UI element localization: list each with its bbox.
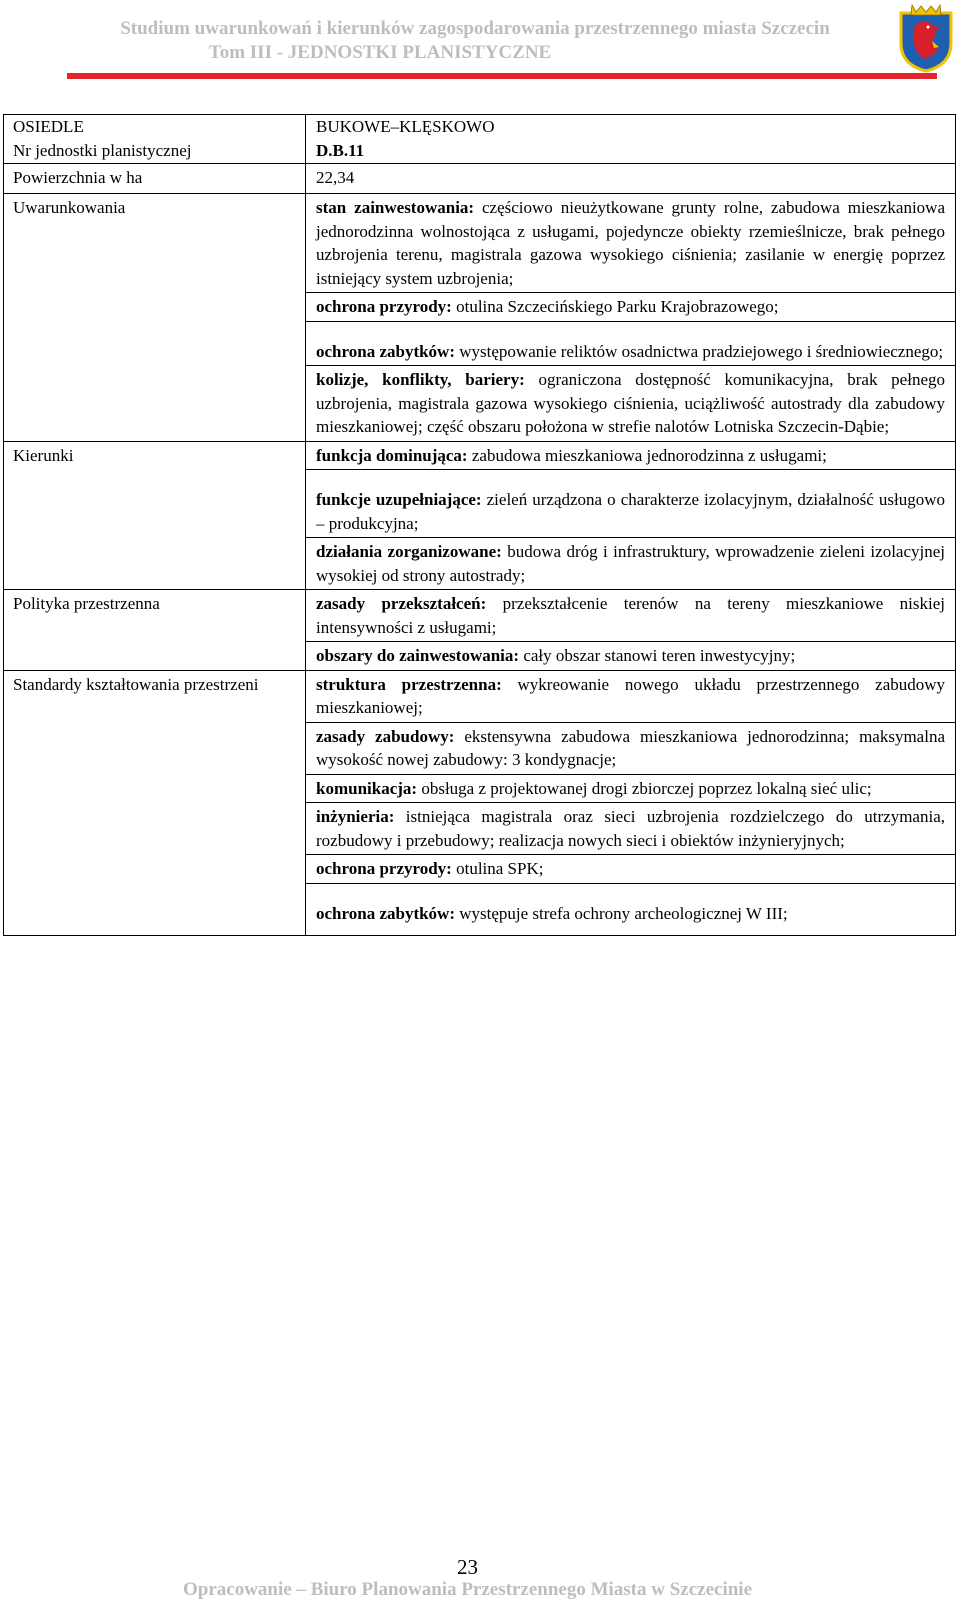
table-row: [4, 139, 956, 164]
page-number: 23: [457, 1555, 478, 1579]
table-row: [4, 486, 956, 538]
table-row: [4, 855, 956, 884]
osiedle-value: BUKOWE–KLĘSKOWO: [306, 115, 956, 140]
table-row: [4, 538, 956, 590]
table-row: [4, 164, 956, 194]
osiedle-label: OSIEDLE: [4, 115, 306, 140]
table-row: [4, 670, 956, 722]
table-row: [4, 642, 956, 671]
entry-struktura-przestrzenna: struktura przestrzenna: wykreowanie nowego układu przestrzennego zabudowy mieszkaniowej;: [306, 670, 956, 722]
entry-ochrona-przyrody: ochrona przyrody: otulina Szczecińskiego Parku Krajobrazowego;: [306, 293, 956, 322]
planning-unit-table: [3, 114, 956, 936]
area-label: Powierzchnia w ha: [4, 164, 306, 194]
entry-ochrona-zabytkow: ochrona zabytków: występowanie reliktów osadnictwa pradziejowego i średniowiecznego;: [306, 338, 956, 366]
entry-obszary-do-zainwestowania: obszary do zainwestowania: cały obszar stanowi teren inwestycyjny;: [306, 642, 956, 671]
unit-number-value: D.B.11: [306, 139, 956, 164]
entry-dzialania-zorganizowane: działania zorganizowane: budowa dróg i infrastruktury, wprowadzenie zieleni izolacyjnej wysokiej od strony autostrady;: [306, 538, 956, 590]
table-row: [4, 366, 956, 442]
entry-ochrona-zabytkow-strefa: ochrona zabytków: występuje strefa ochrony archeologicznej W III;: [306, 900, 956, 936]
section-kierunki: Kierunki: [4, 441, 306, 470]
entry-inzynieria: inżynieria: istniejąca magistrala oraz sieci uzbrojenia rozdzielczego do utrzymania, rozbudowy i przebudowy; realizacja nowych sieci i obiektów inżynieryjnych;: [306, 803, 956, 855]
szczecin-crest-icon: [898, 3, 954, 73]
table-row: [4, 293, 956, 322]
table-row: [4, 900, 956, 936]
entry-zasady-przeksztalcen: zasady przekształceń: przekształcenie terenów na tereny mieszkaniowe niskiej intensywności z usługami;: [306, 590, 956, 642]
header-rule: [67, 73, 937, 79]
entry-funkcja-dominujaca: funkcja dominująca: zabudowa mieszkaniowa jednorodzinna z usługami;: [306, 441, 956, 470]
document-title: Studium uwarunkowań i kierunków zagospodarowania przestrzennego miasta Szczecin: [120, 18, 830, 39]
entry-komunikacja: komunikacja: obsługa z projektowanej drogi zbiorczej poprzez lokalną sieć ulic;: [306, 774, 956, 803]
table-row: [4, 722, 956, 774]
entry-ochrona-przyrody-spk: ochrona przyrody: otulina SPK;: [306, 855, 956, 884]
table-row: [4, 441, 956, 470]
table-row: [4, 194, 956, 293]
table-row: [4, 115, 956, 140]
table-row: [4, 590, 956, 642]
section-polityka: Polityka przestrzenna: [4, 590, 306, 642]
table-row: [4, 338, 956, 366]
entry-kolizje: kolizje, konflikty, bariery: ograniczona dostępność komunikacyjna, brak pełnego uzbrojenia, magistrala gazowa wysokiego ciśnienia, uciążliwość autostrady dla zabudowy mieszkaniowej; część obszaru położona w strefie nalotów Lotniska Szczecin-Dąbie;: [306, 366, 956, 442]
entry-stan-zainwestowania: stan zainwestowania: częściowo nieużytkowane grunty rolne, zabudowa mieszkaniowa jednorodzinna wolnostojąca z usługami, pojedyncze obiekty rzemieślnicze, brak pełnego uzbrojenia terenu, magistrala gazowa wysokiego ciśnienia; zasilanie w energię poprzez istniejący system uzbrojenia;: [306, 194, 956, 293]
table-row: [4, 774, 956, 803]
entry-zasady-zabudowy: zasady zabudowy: ekstensywna zabudowa mieszkaniowa jednorodzinna; maksymalna wysokość nowej zabudowy: 3 kondygnacje;: [306, 722, 956, 774]
table-row: [4, 803, 956, 855]
entry-funkcje-uzupelniajace: funkcje uzupełniające: zieleń urządzona o charakterze izolacyjnym, działalność usługowo – produkcyjna;: [306, 486, 956, 538]
unit-number-label: Nr jednostki planistycznej: [4, 139, 306, 164]
document-volume: Tom III - JEDNOSTKI PLANISTYCZNE: [208, 42, 552, 63]
section-uwarunkowania: Uwarunkowania: [4, 194, 306, 293]
section-standardy: Standardy kształtowania przestrzeni: [4, 670, 306, 722]
area-value: 22,34: [306, 164, 956, 194]
page-footer: Opracowanie – Biuro Planowania Przestrzennego Miasta w Szczecinie: [182, 1579, 753, 1600]
